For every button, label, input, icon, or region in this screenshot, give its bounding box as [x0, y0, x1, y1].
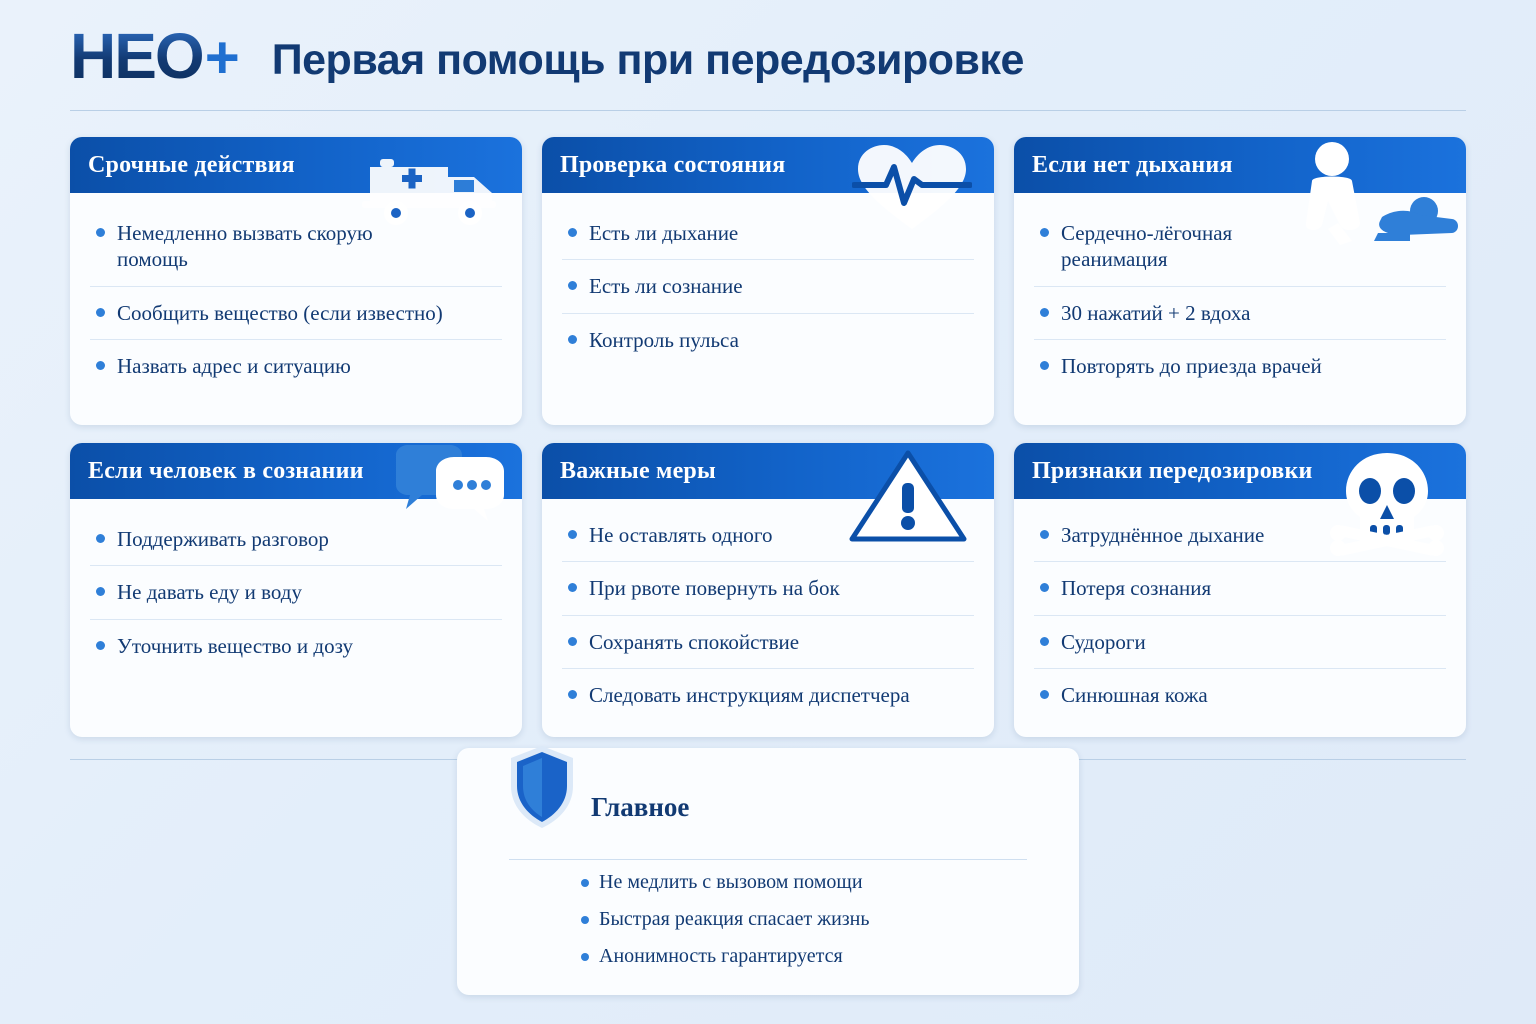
card-title: Если нет дыхания — [1032, 151, 1233, 178]
page-title: Первая помощь при передозировке — [271, 35, 1024, 84]
header-divider — [70, 110, 1466, 111]
list-item-text: Есть ли дыхание — [589, 221, 739, 245]
bullet-icon — [96, 308, 105, 317]
card-person-conscious — [70, 443, 522, 737]
bullet-icon — [96, 587, 105, 596]
bullet-icon — [568, 335, 577, 344]
card-header — [70, 443, 522, 499]
bullet-icon — [96, 361, 105, 370]
bullet-icon — [568, 228, 577, 237]
bullet-icon — [1040, 637, 1049, 646]
card-header — [542, 137, 994, 193]
list-item-text: Назвать адрес и ситуацию — [117, 353, 351, 378]
bullet-icon — [96, 641, 105, 650]
bullet-icon — [581, 916, 589, 924]
list-item — [1034, 562, 1446, 615]
cards-row-2 — [70, 443, 1466, 737]
card-title: Срочные действия — [88, 151, 295, 178]
list-item — [562, 260, 974, 313]
list-item-text: Сохранять спокойствие — [589, 629, 800, 654]
card-title: Проверка состояния — [560, 151, 786, 178]
list-item-text: Сердечно-лёгочная реанимация — [1061, 221, 1233, 272]
bullet-icon — [1040, 583, 1049, 592]
shield-icon — [507, 744, 577, 835]
card-header — [542, 443, 994, 499]
list-item-text: Не оставлять одного — [589, 523, 773, 547]
bullet-icon — [568, 637, 577, 646]
card-body — [1014, 193, 1466, 425]
list-item — [562, 314, 974, 366]
list-item-text: Быстрая реакция спасает жизнь — [599, 908, 870, 930]
list-item-text: Анонимность гарантируется — [599, 945, 843, 967]
list-item-text: Поддерживать разговор — [117, 527, 329, 551]
card-status-check — [542, 137, 994, 425]
list-item-text: Не давать еду и воду — [117, 580, 302, 605]
cards-row-1 — [70, 137, 1466, 425]
card-title: Признаки передозировки — [1032, 457, 1313, 484]
bullet-icon — [581, 879, 589, 887]
logo-text: HEO — [70, 20, 203, 92]
list-item-text: Судороги — [1061, 629, 1146, 654]
footer-section — [0, 748, 1536, 995]
list-item-text: Немедленно вызвать скорую помощь — [117, 221, 373, 272]
card-header — [1014, 443, 1466, 499]
list-item-text: Сообщить вещество (если известно) — [117, 300, 443, 325]
list-item-text: 30 нажатий + 2 вдоха — [1061, 300, 1251, 325]
list-item-text: Повторять до приезда врачей — [1061, 353, 1322, 378]
summary-card — [457, 748, 1079, 995]
card-body — [1014, 499, 1466, 737]
card-body — [70, 499, 522, 737]
summary-list — [487, 864, 1049, 975]
card-overdose-signs — [1014, 443, 1466, 737]
page-header — [0, 0, 1536, 92]
bullet-icon — [568, 690, 577, 699]
list-item — [90, 340, 502, 392]
card-body — [542, 499, 994, 737]
bullet-icon — [568, 281, 577, 290]
list-item-text: Контроль пульса — [589, 327, 739, 352]
list-item — [90, 566, 502, 619]
summary-separator — [509, 859, 1027, 860]
bullet-icon — [581, 953, 589, 961]
list-item — [1034, 669, 1446, 721]
bullet-icon — [1040, 308, 1049, 317]
list-item — [90, 620, 502, 672]
list-item — [1034, 207, 1446, 287]
card-body — [542, 193, 994, 425]
list-item-text: Потеря сознания — [1061, 576, 1212, 601]
list-item — [562, 669, 974, 721]
list-item — [575, 864, 1049, 901]
card-title: Важные меры — [560, 457, 716, 484]
brand-logo — [70, 20, 238, 92]
list-item-text: Уточнить вещество и дозу — [117, 633, 353, 658]
summary-header — [487, 762, 1049, 853]
bullet-icon — [1040, 690, 1049, 699]
card-body — [70, 193, 522, 425]
list-item-text: При рвоте повернуть на бок — [589, 576, 840, 601]
bullet-icon — [1040, 530, 1049, 539]
list-item-text: Следовать инструкциям диспетчера — [589, 682, 910, 707]
bullet-icon — [1040, 361, 1049, 370]
list-item-text: Синюшная кожа — [1061, 682, 1208, 707]
card-header — [1014, 137, 1466, 193]
list-item — [1034, 340, 1446, 392]
list-item — [575, 901, 1049, 938]
list-item — [90, 207, 502, 287]
card-urgent-actions — [70, 137, 522, 425]
list-item-text: Есть ли сознание — [589, 274, 743, 299]
list-item — [562, 562, 974, 615]
list-item — [575, 938, 1049, 975]
bullet-icon — [1040, 228, 1049, 237]
card-no-breathing — [1014, 137, 1466, 425]
bullet-icon — [96, 228, 105, 237]
card-important-measures — [542, 443, 994, 737]
summary-title: Главное — [591, 792, 690, 822]
logo-plus-icon: + — [204, 24, 238, 91]
list-item — [562, 616, 974, 669]
list-item — [90, 513, 502, 566]
bullet-icon — [568, 530, 577, 539]
list-item-text: Затруднённое дыхание — [1061, 523, 1265, 547]
list-item-text: Не медлить с вызовом помощи — [599, 871, 863, 893]
list-item — [1034, 287, 1446, 340]
bullet-icon — [96, 534, 105, 543]
list-item — [562, 207, 974, 260]
list-item — [90, 287, 502, 340]
card-title: Если человек в сознании — [88, 457, 364, 484]
card-header — [70, 137, 522, 193]
list-item — [562, 509, 974, 562]
list-item — [1034, 616, 1446, 669]
bullet-icon — [568, 583, 577, 592]
list-item — [1034, 509, 1446, 562]
